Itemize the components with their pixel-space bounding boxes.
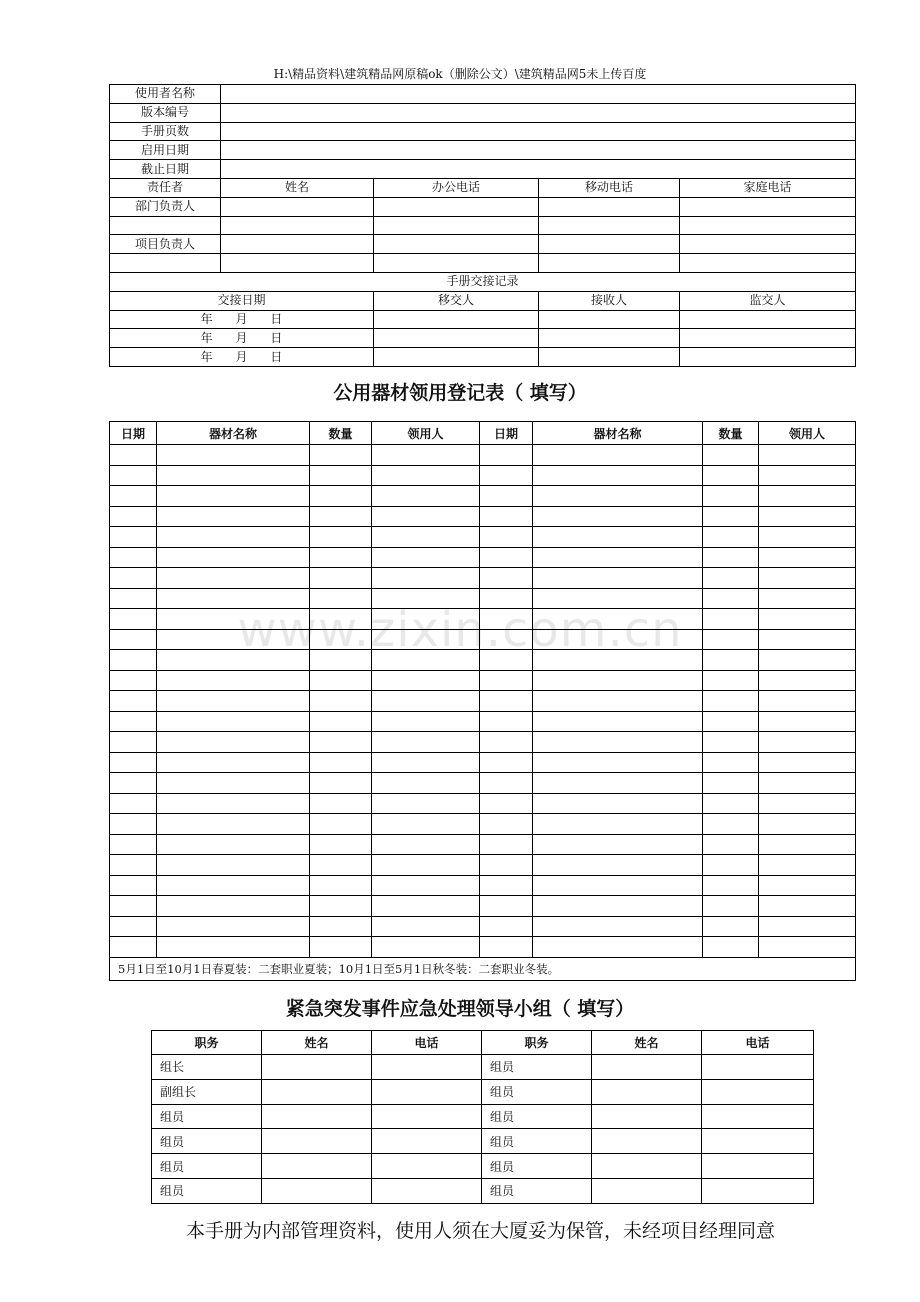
label-user-name: 使用者名称 bbox=[110, 85, 221, 104]
role-cell: 组员 bbox=[482, 1178, 592, 1203]
log-cell[interactable] bbox=[310, 773, 372, 794]
table-row bbox=[110, 711, 856, 732]
log-cell[interactable] bbox=[372, 937, 480, 958]
role-cell: 组长 bbox=[152, 1055, 262, 1080]
log-cell[interactable] bbox=[533, 773, 703, 794]
file-path-header: H:\精品资料\建筑精品网原稿ok（删除公文）\建筑精品网5未上传百度 bbox=[273, 67, 647, 81]
log-cell[interactable] bbox=[110, 834, 157, 855]
log-cell[interactable] bbox=[759, 773, 856, 794]
header-office-phone: 办公电话 bbox=[374, 178, 539, 197]
log-cell[interactable] bbox=[533, 937, 703, 958]
role-cell: 组员 bbox=[482, 1104, 592, 1129]
log-cell[interactable] bbox=[310, 670, 372, 691]
log-cell[interactable] bbox=[157, 445, 310, 466]
table-row bbox=[110, 691, 856, 712]
date-cell[interactable]: 年 月 日 bbox=[110, 310, 374, 329]
log-cell[interactable] bbox=[157, 855, 310, 876]
log-cell[interactable] bbox=[533, 896, 703, 917]
log-cell[interactable] bbox=[533, 916, 703, 937]
log-cell[interactable] bbox=[480, 752, 533, 773]
log-cell[interactable] bbox=[703, 937, 759, 958]
log-cell[interactable] bbox=[480, 711, 533, 732]
handover-row bbox=[110, 329, 856, 348]
log-cell[interactable] bbox=[480, 445, 533, 466]
footer-paragraph: 本手册为内部管理资料，使用人须在大厦妥为保管，未经项目经理同意 bbox=[186, 1220, 776, 1242]
log-cell[interactable] bbox=[372, 486, 480, 507]
role-cell: 组员 bbox=[152, 1154, 262, 1179]
log-cell[interactable] bbox=[372, 834, 480, 855]
role-cell: 组员 bbox=[482, 1055, 592, 1080]
handover-title: 手册交接记录 bbox=[110, 272, 856, 291]
log-cell[interactable] bbox=[480, 916, 533, 937]
log-cell[interactable] bbox=[533, 793, 703, 814]
log-cell[interactable] bbox=[533, 486, 703, 507]
log-cell[interactable] bbox=[110, 937, 157, 958]
table-row bbox=[152, 1154, 814, 1179]
table-row bbox=[110, 85, 856, 104]
log-cell[interactable] bbox=[759, 896, 856, 917]
log-cell[interactable] bbox=[480, 568, 533, 589]
log-cell[interactable] bbox=[310, 691, 372, 712]
log-cell[interactable] bbox=[480, 486, 533, 507]
log-cell[interactable] bbox=[310, 896, 372, 917]
log-cell[interactable] bbox=[703, 506, 759, 527]
header-transferor: 移交人 bbox=[374, 291, 539, 310]
log-cell[interactable] bbox=[310, 465, 372, 486]
log-cell[interactable] bbox=[157, 670, 310, 691]
table-row bbox=[110, 814, 856, 835]
log-cell[interactable] bbox=[157, 568, 310, 589]
role-cell: 组员 bbox=[482, 1154, 592, 1179]
header-equipment-name: 器材名称 bbox=[533, 422, 703, 445]
header-equipment-name: 器材名称 bbox=[157, 422, 310, 445]
log-cell[interactable] bbox=[310, 486, 372, 507]
table-row bbox=[110, 235, 856, 254]
log-cell[interactable] bbox=[480, 793, 533, 814]
log-cell[interactable] bbox=[703, 773, 759, 794]
log-cell[interactable] bbox=[310, 732, 372, 753]
log-cell[interactable] bbox=[110, 855, 157, 876]
value-cell[interactable] bbox=[221, 122, 856, 141]
log-cell[interactable] bbox=[110, 793, 157, 814]
log-cell[interactable] bbox=[372, 732, 480, 753]
log-cell[interactable] bbox=[480, 527, 533, 548]
log-cell[interactable] bbox=[703, 486, 759, 507]
log-cell[interactable] bbox=[310, 793, 372, 814]
header-quantity: 数量 bbox=[703, 422, 759, 445]
manual-info-table bbox=[109, 84, 856, 367]
log-cell[interactable] bbox=[533, 834, 703, 855]
header-receiver: 接收人 bbox=[539, 291, 680, 310]
log-cell[interactable] bbox=[533, 752, 703, 773]
log-cell[interactable] bbox=[703, 527, 759, 548]
log-cell[interactable] bbox=[157, 916, 310, 937]
log-cell[interactable] bbox=[157, 547, 310, 568]
log-cell[interactable] bbox=[110, 916, 157, 937]
header-position: 职务 bbox=[482, 1031, 592, 1055]
table-row bbox=[152, 1079, 814, 1104]
header-position: 职务 bbox=[152, 1031, 262, 1055]
header-supervisor: 监交人 bbox=[680, 291, 856, 310]
log-cell[interactable] bbox=[110, 465, 157, 486]
log-cell[interactable] bbox=[533, 527, 703, 548]
log-cell[interactable] bbox=[759, 527, 856, 548]
table-row bbox=[110, 160, 856, 179]
log-cell[interactable] bbox=[372, 691, 480, 712]
log-cell[interactable] bbox=[372, 814, 480, 835]
table-row bbox=[110, 547, 856, 568]
log-cell[interactable] bbox=[157, 875, 310, 896]
equipment-log-table bbox=[109, 421, 856, 981]
header-home-phone: 家庭电话 bbox=[680, 178, 856, 197]
log-cell[interactable] bbox=[703, 691, 759, 712]
label-dept-head: 部门负责人 bbox=[110, 197, 221, 216]
table-row bbox=[110, 506, 856, 527]
table-row bbox=[110, 486, 856, 507]
table-row bbox=[110, 875, 856, 896]
header-name: 姓名 bbox=[262, 1031, 372, 1055]
log-cell[interactable] bbox=[310, 855, 372, 876]
header-phone: 电话 bbox=[702, 1031, 814, 1055]
table-row bbox=[110, 122, 856, 141]
role-cell: 组员 bbox=[152, 1104, 262, 1129]
log-cell[interactable] bbox=[703, 547, 759, 568]
header-date: 日期 bbox=[110, 422, 157, 445]
log-cell[interactable] bbox=[480, 691, 533, 712]
log-cell[interactable] bbox=[480, 834, 533, 855]
log-cell[interactable] bbox=[372, 506, 480, 527]
log-cell[interactable] bbox=[372, 568, 480, 589]
log-cell[interactable] bbox=[533, 465, 703, 486]
handover-row bbox=[110, 310, 856, 329]
table-row bbox=[110, 916, 856, 937]
log-cell[interactable] bbox=[157, 465, 310, 486]
log-cell[interactable] bbox=[480, 670, 533, 691]
leader-section-title: 紧急突发事件应急处理领导小组（ 填写） bbox=[285, 998, 635, 1020]
log-cell[interactable] bbox=[157, 732, 310, 753]
table-row bbox=[110, 834, 856, 855]
log-cell[interactable] bbox=[533, 568, 703, 589]
log-cell[interactable] bbox=[480, 773, 533, 794]
log-cell[interactable] bbox=[310, 547, 372, 568]
equipment-log-body bbox=[110, 445, 856, 958]
log-cell[interactable] bbox=[533, 855, 703, 876]
log-cell[interactable] bbox=[157, 527, 310, 548]
log-cell[interactable] bbox=[110, 527, 157, 548]
watermark: www.zixin.com.cn bbox=[237, 602, 683, 658]
log-cell[interactable] bbox=[703, 752, 759, 773]
table-row bbox=[110, 752, 856, 773]
log-cell[interactable] bbox=[310, 527, 372, 548]
log-cell[interactable] bbox=[372, 465, 480, 486]
log-cell[interactable] bbox=[533, 732, 703, 753]
header-mobile-phone: 移动电话 bbox=[539, 178, 680, 197]
log-cell[interactable] bbox=[372, 875, 480, 896]
equipment-header-row bbox=[110, 422, 856, 445]
log-cell[interactable] bbox=[759, 937, 856, 958]
log-cell[interactable] bbox=[703, 875, 759, 896]
table-row bbox=[110, 773, 856, 794]
log-cell[interactable] bbox=[533, 547, 703, 568]
log-cell[interactable] bbox=[759, 875, 856, 896]
log-cell[interactable] bbox=[759, 568, 856, 589]
log-cell[interactable] bbox=[533, 506, 703, 527]
log-cell[interactable] bbox=[110, 547, 157, 568]
table-row bbox=[110, 445, 856, 466]
log-cell[interactable] bbox=[110, 691, 157, 712]
log-cell[interactable] bbox=[480, 896, 533, 917]
table-row bbox=[110, 527, 856, 548]
log-cell[interactable] bbox=[157, 937, 310, 958]
log-cell[interactable] bbox=[157, 773, 310, 794]
handover-header-row bbox=[110, 291, 856, 310]
log-cell[interactable] bbox=[110, 896, 157, 917]
log-cell[interactable] bbox=[372, 670, 480, 691]
log-cell[interactable] bbox=[759, 814, 856, 835]
log-cell[interactable] bbox=[310, 568, 372, 589]
log-cell[interactable] bbox=[480, 937, 533, 958]
role-cell: 组员 bbox=[152, 1178, 262, 1203]
header-name: 姓名 bbox=[592, 1031, 702, 1055]
log-cell[interactable] bbox=[703, 855, 759, 876]
log-cell[interactable] bbox=[759, 916, 856, 937]
table-row bbox=[110, 465, 856, 486]
log-cell[interactable] bbox=[759, 445, 856, 466]
log-cell[interactable] bbox=[310, 937, 372, 958]
log-cell[interactable] bbox=[372, 793, 480, 814]
log-cell[interactable] bbox=[372, 711, 480, 732]
log-cell[interactable] bbox=[759, 547, 856, 568]
header-recipient: 领用人 bbox=[759, 422, 856, 445]
log-cell[interactable] bbox=[157, 834, 310, 855]
log-cell[interactable] bbox=[157, 486, 310, 507]
table-row bbox=[110, 670, 856, 691]
log-cell[interactable] bbox=[110, 568, 157, 589]
log-cell[interactable] bbox=[110, 506, 157, 527]
log-cell[interactable] bbox=[759, 465, 856, 486]
log-cell[interactable] bbox=[480, 855, 533, 876]
table-row bbox=[110, 937, 856, 958]
log-cell[interactable] bbox=[533, 814, 703, 835]
log-cell[interactable] bbox=[480, 465, 533, 486]
log-cell[interactable] bbox=[110, 875, 157, 896]
log-cell[interactable] bbox=[310, 506, 372, 527]
table-row bbox=[110, 793, 856, 814]
log-cell[interactable] bbox=[372, 855, 480, 876]
value-cell[interactable] bbox=[221, 141, 856, 160]
log-cell[interactable] bbox=[157, 793, 310, 814]
label-start-date: 启用日期 bbox=[110, 141, 221, 160]
log-cell[interactable] bbox=[703, 732, 759, 753]
log-cell[interactable] bbox=[759, 855, 856, 876]
table-row bbox=[110, 197, 856, 216]
table-row bbox=[152, 1129, 814, 1154]
log-cell[interactable] bbox=[310, 875, 372, 896]
log-cell[interactable] bbox=[110, 486, 157, 507]
role-cell: 副组长 bbox=[152, 1079, 262, 1104]
table-row bbox=[110, 254, 856, 273]
log-cell[interactable] bbox=[372, 916, 480, 937]
log-cell[interactable] bbox=[533, 670, 703, 691]
log-cell[interactable] bbox=[759, 670, 856, 691]
log-cell[interactable] bbox=[759, 732, 856, 753]
contact-header-row bbox=[110, 178, 856, 197]
log-cell[interactable] bbox=[533, 875, 703, 896]
log-cell[interactable] bbox=[480, 506, 533, 527]
log-cell[interactable] bbox=[372, 445, 480, 466]
header-responsible: 责任者 bbox=[110, 178, 221, 197]
log-cell[interactable] bbox=[110, 752, 157, 773]
log-cell[interactable] bbox=[372, 773, 480, 794]
log-cell[interactable] bbox=[110, 773, 157, 794]
table-row bbox=[110, 732, 856, 753]
uniform-note: 5月1日至10月1日春夏装：二套职业夏装；10月1日至5月1日秋冬装：二套职业冬装。 bbox=[110, 957, 856, 980]
label-project-head: 项目负责人 bbox=[110, 235, 221, 254]
log-cell[interactable] bbox=[372, 547, 480, 568]
role-cell: 组员 bbox=[152, 1129, 262, 1154]
table-row bbox=[110, 103, 856, 122]
log-cell[interactable] bbox=[372, 527, 480, 548]
log-cell[interactable] bbox=[110, 711, 157, 732]
equipment-section-title: 公用器材领用登记表（ 填写） bbox=[333, 382, 587, 404]
log-cell[interactable] bbox=[110, 670, 157, 691]
role-cell: 组员 bbox=[482, 1079, 592, 1104]
value-cell[interactable] bbox=[221, 160, 856, 179]
log-cell[interactable] bbox=[703, 465, 759, 486]
log-cell[interactable] bbox=[533, 711, 703, 732]
log-cell[interactable] bbox=[110, 814, 157, 835]
log-cell[interactable] bbox=[372, 896, 480, 917]
value-cell[interactable] bbox=[221, 103, 856, 122]
label-end-date: 截止日期 bbox=[110, 160, 221, 179]
table-row bbox=[110, 141, 856, 160]
label-pages: 手册页数 bbox=[110, 122, 221, 141]
log-cell[interactable] bbox=[480, 732, 533, 753]
log-cell[interactable] bbox=[480, 547, 533, 568]
log-cell[interactable] bbox=[157, 814, 310, 835]
log-cell[interactable] bbox=[703, 834, 759, 855]
table-row bbox=[110, 216, 856, 235]
log-cell[interactable] bbox=[480, 814, 533, 835]
log-cell[interactable] bbox=[703, 711, 759, 732]
log-cell[interactable] bbox=[759, 711, 856, 732]
log-cell[interactable] bbox=[703, 814, 759, 835]
role-cell: 组员 bbox=[482, 1129, 592, 1154]
log-cell[interactable] bbox=[157, 752, 310, 773]
handover-title-row bbox=[110, 272, 856, 291]
log-cell[interactable] bbox=[703, 793, 759, 814]
label-version: 版本编号 bbox=[110, 103, 221, 122]
value-cell[interactable] bbox=[221, 85, 856, 104]
log-cell[interactable] bbox=[703, 568, 759, 589]
header-date: 日期 bbox=[480, 422, 533, 445]
header-phone: 电话 bbox=[372, 1031, 482, 1055]
log-cell[interactable] bbox=[703, 670, 759, 691]
header-handover-date: 交接日期 bbox=[110, 291, 374, 310]
log-cell[interactable] bbox=[310, 711, 372, 732]
table-row bbox=[110, 855, 856, 876]
log-cell[interactable] bbox=[480, 875, 533, 896]
table-row bbox=[152, 1055, 814, 1080]
table-row bbox=[110, 568, 856, 589]
log-cell[interactable] bbox=[310, 445, 372, 466]
log-cell[interactable] bbox=[310, 916, 372, 937]
date-cell[interactable]: 年 月 日 bbox=[110, 348, 374, 367]
log-cell[interactable] bbox=[157, 711, 310, 732]
log-cell[interactable] bbox=[310, 834, 372, 855]
log-cell[interactable] bbox=[759, 793, 856, 814]
log-cell[interactable] bbox=[759, 486, 856, 507]
log-cell[interactable] bbox=[157, 896, 310, 917]
log-cell[interactable] bbox=[110, 445, 157, 466]
leader-header-row bbox=[152, 1031, 814, 1055]
emergency-leader-table bbox=[151, 1030, 814, 1204]
log-cell[interactable] bbox=[157, 691, 310, 712]
table-row bbox=[152, 1104, 814, 1129]
date-cell[interactable]: 年 月 日 bbox=[110, 329, 374, 348]
log-cell[interactable] bbox=[703, 445, 759, 466]
log-cell[interactable] bbox=[759, 691, 856, 712]
log-cell[interactable] bbox=[533, 691, 703, 712]
table-row bbox=[152, 1178, 814, 1203]
table-row bbox=[110, 896, 856, 917]
log-cell[interactable] bbox=[533, 445, 703, 466]
log-cell[interactable] bbox=[759, 834, 856, 855]
header-recipient: 领用人 bbox=[372, 422, 480, 445]
note-row bbox=[110, 957, 856, 980]
log-cell[interactable] bbox=[110, 732, 157, 753]
log-cell[interactable] bbox=[759, 752, 856, 773]
log-cell[interactable] bbox=[703, 916, 759, 937]
log-cell[interactable] bbox=[310, 752, 372, 773]
log-cell[interactable] bbox=[759, 506, 856, 527]
log-cell[interactable] bbox=[310, 814, 372, 835]
header-quantity: 数量 bbox=[310, 422, 372, 445]
log-cell[interactable] bbox=[157, 506, 310, 527]
log-cell[interactable] bbox=[703, 896, 759, 917]
header-name: 姓名 bbox=[221, 178, 374, 197]
handover-row bbox=[110, 348, 856, 367]
log-cell[interactable] bbox=[372, 752, 480, 773]
